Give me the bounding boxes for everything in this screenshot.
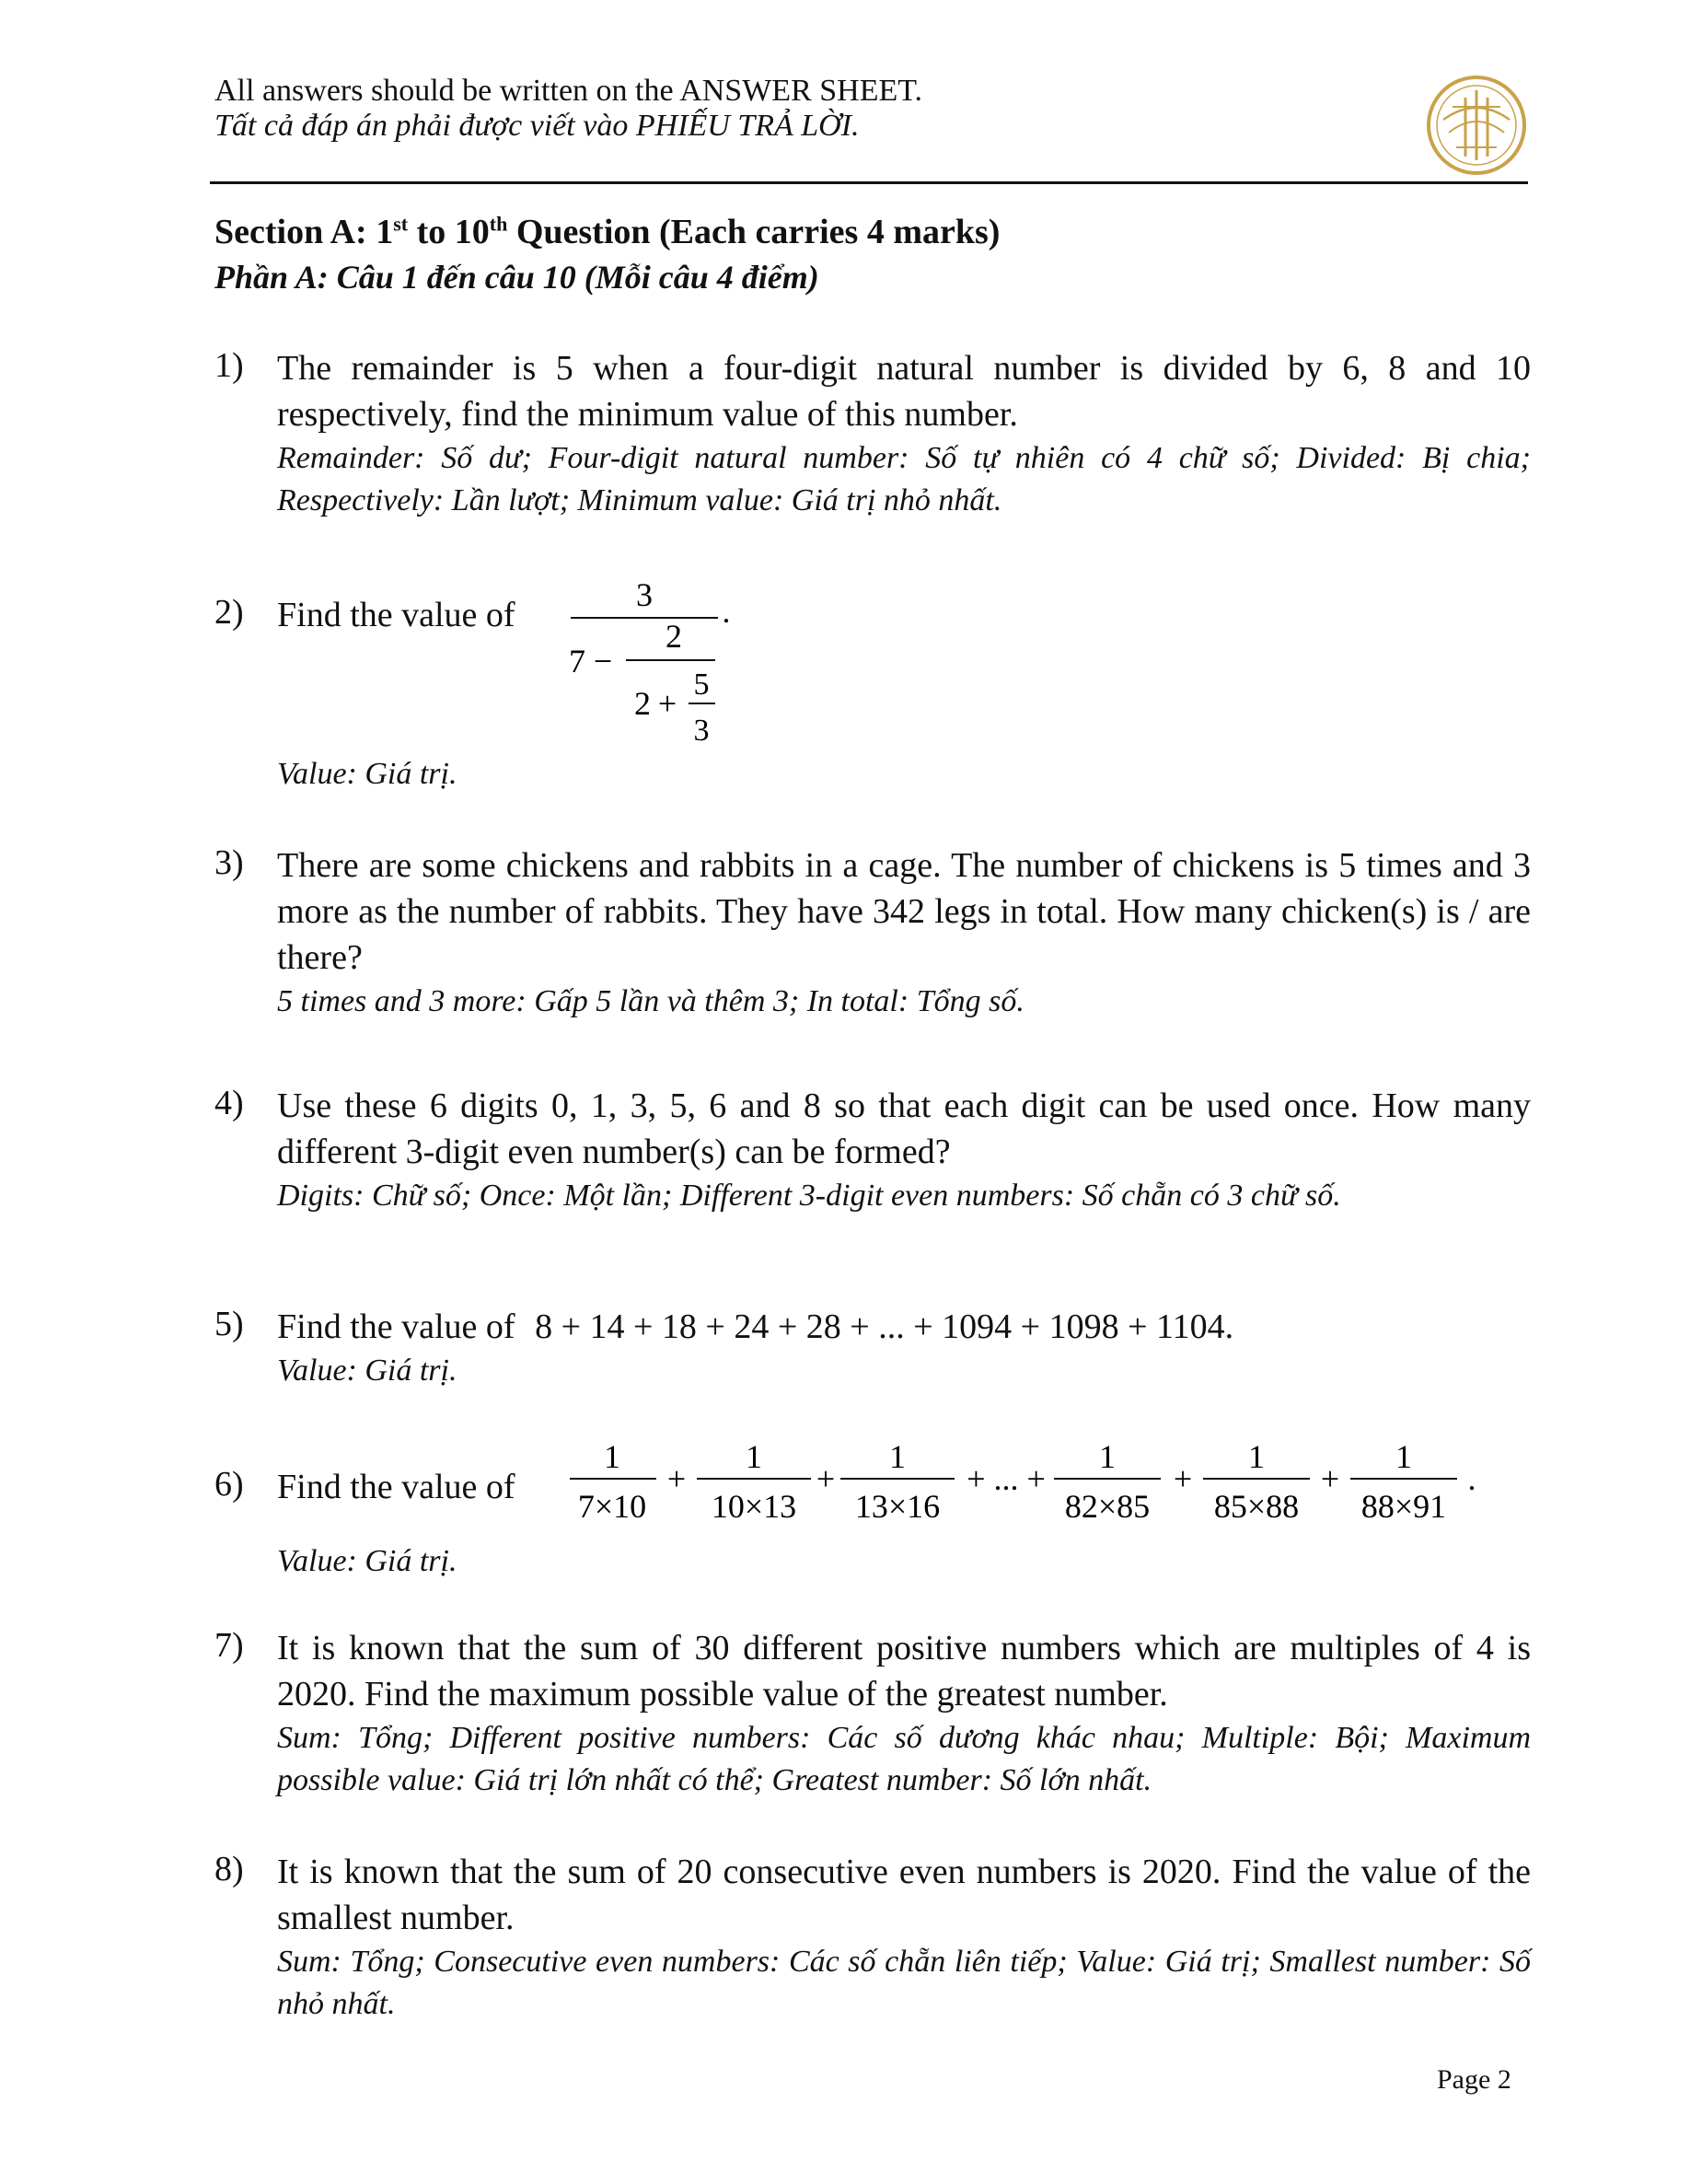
cf-three: 3 — [693, 714, 710, 748]
question-body — [277, 1304, 1531, 1392]
cf-minus: − — [593, 643, 613, 680]
fraction-denominator: 13×16 — [854, 1488, 941, 1525]
section-title-part: Question (Each carries 4 marks) — [507, 213, 1001, 251]
question-body — [277, 1540, 1531, 1583]
plus-sign: + — [1173, 1460, 1193, 1497]
fraction-numerator: 1 — [1099, 1438, 1116, 1475]
cf-inner-numerator: 2 — [666, 618, 682, 655]
section-title-part: Section A: 1 — [214, 213, 394, 251]
cf-end-dot: . — [722, 593, 731, 630]
header-instruction-en: All answers should be written on the ANSWER SHEET. — [214, 74, 923, 108]
series-expression: 8 + 14 + 18 + 24 + 28 + ... + 1094 + 1098 + 1104. — [535, 1307, 1234, 1346]
fraction-numerator: 1 — [1248, 1438, 1265, 1475]
header-divider — [210, 181, 1528, 184]
question-body — [277, 1625, 1531, 1802]
question-glossary: Value: Giá trị. — [277, 1353, 457, 1388]
question-body — [277, 345, 1531, 522]
cf-plus: + — [657, 685, 677, 722]
question-body — [277, 1083, 1531, 1217]
question-number: 6) — [214, 1465, 244, 1504]
fraction-numerator: 1 — [604, 1438, 620, 1475]
question-text: Find the value of — [277, 1468, 515, 1506]
question-number: 3) — [214, 843, 244, 882]
page-number: Page 2 — [1437, 2064, 1511, 2095]
fraction-denominator: 85×88 — [1213, 1488, 1300, 1525]
question-number: 1) — [214, 346, 244, 385]
question-glossary: Value: Giá trị. — [277, 1544, 457, 1578]
continued-fraction-expression — [557, 569, 750, 753]
question-text: It is known that the sum of 20 consecutive even numbers is 2020. Find the value of the smallest number. — [277, 1853, 1531, 1937]
question-text-line — [277, 1304, 1531, 1350]
question-glossary: 5 times and 3 more: Gấp 5 lần và thêm 3; In total: Tổng số. — [277, 984, 1024, 1018]
fraction-denominator: 82×85 — [1064, 1488, 1151, 1525]
end-dot: . — [1467, 1460, 1476, 1497]
section-title-vi: Phần A: Câu 1 đến câu 10 (Mỗi câu 4 điểm) — [214, 259, 819, 296]
cf-five: 5 — [693, 668, 710, 702]
question-glossary: Sum: Tổng; Consecutive even numbers: Các số chẵn liên tiếp; Value: Giá trị; Smallest number: Số nhỏ nhất. — [277, 1945, 1531, 2021]
question-body — [277, 753, 1531, 796]
section-title-sup: th — [489, 212, 508, 236]
ellipsis-plus: + ... + — [967, 1460, 1046, 1497]
question-body — [277, 842, 1531, 1023]
question-text: Find the value of — [277, 596, 515, 634]
question-body — [277, 1849, 1531, 2026]
question-body — [277, 592, 1531, 638]
fraction-numerator: 1 — [889, 1438, 906, 1475]
question-text: It is known that the sum of 30 different positive numbers which are multiples of 4 is 2020. Find the maximum possible value of the greatest number. — [277, 1629, 1531, 1714]
plus-sign: + — [1320, 1460, 1340, 1497]
fraction-denominator: 7×10 — [577, 1488, 647, 1525]
school-logo-icon — [1425, 74, 1528, 177]
fraction-numerator: 1 — [1395, 1438, 1412, 1475]
question-text: There are some chickens and rabbits in a cage. The number of chickens is 5 times and 3 more as the number of rabbits. They have 342 legs in total. How many chicken(s) is / are there? — [277, 846, 1531, 977]
question-glossary: Value: Giá trị. — [277, 757, 457, 791]
question-text: Find the value of — [277, 1307, 515, 1346]
plus-sign: + — [666, 1460, 687, 1497]
fraction-denominator: 10×13 — [711, 1488, 797, 1525]
section-title-sup: st — [393, 212, 409, 236]
question-text: The remainder is 5 when a four-digit natural number is divided by 6, 8 and 10 respectively, find the minimum value of this number. — [277, 349, 1531, 434]
fraction-denominator: 88×91 — [1360, 1488, 1447, 1525]
question-glossary: Remainder: Số dư; Four-digit natural number: Số tự nhiên có 4 chữ số; Divided: Bị chia; Respectively: Lần lượt; Minimum value: Giá trị nhỏ nhất. — [277, 441, 1531, 517]
fraction-sum-expression — [557, 1435, 1496, 1545]
plus-sign: + — [816, 1460, 836, 1497]
cf-numerator: 3 — [636, 576, 653, 613]
section-title — [214, 212, 1000, 252]
question-glossary: Digits: Chữ số; Once: Một lần; Different 3-digit even numbers: Số chẵn có 3 chữ số. — [277, 1179, 1341, 1213]
cf-two: 2 — [634, 685, 651, 722]
question-number: 8) — [214, 1850, 244, 1888]
header-instruction-vi: Tất cả đáp án phải được viết vào PHIẾU TRẢ LỜI. — [214, 109, 860, 143]
question-number: 2) — [214, 593, 244, 632]
question-number: 7) — [214, 1626, 244, 1665]
section-title-part: to 10 — [408, 213, 490, 251]
question-number: 5) — [214, 1305, 244, 1343]
question-number: 4) — [214, 1084, 244, 1122]
question-glossary: Sum: Tổng; Different positive numbers: Các số dương khác nhau; Multiple: Bội; Maximum possible value: Giá trị lớn nhất có thể; Greatest number: Số lớn nhất. — [277, 1721, 1531, 1797]
question-text: Use these 6 digits 0, 1, 3, 5, 6 and 8 so that each digit can be used once. How many different 3-digit even number(s) can be formed? — [277, 1086, 1531, 1171]
fraction-numerator: 1 — [746, 1438, 762, 1475]
cf-seven: 7 — [569, 643, 585, 680]
